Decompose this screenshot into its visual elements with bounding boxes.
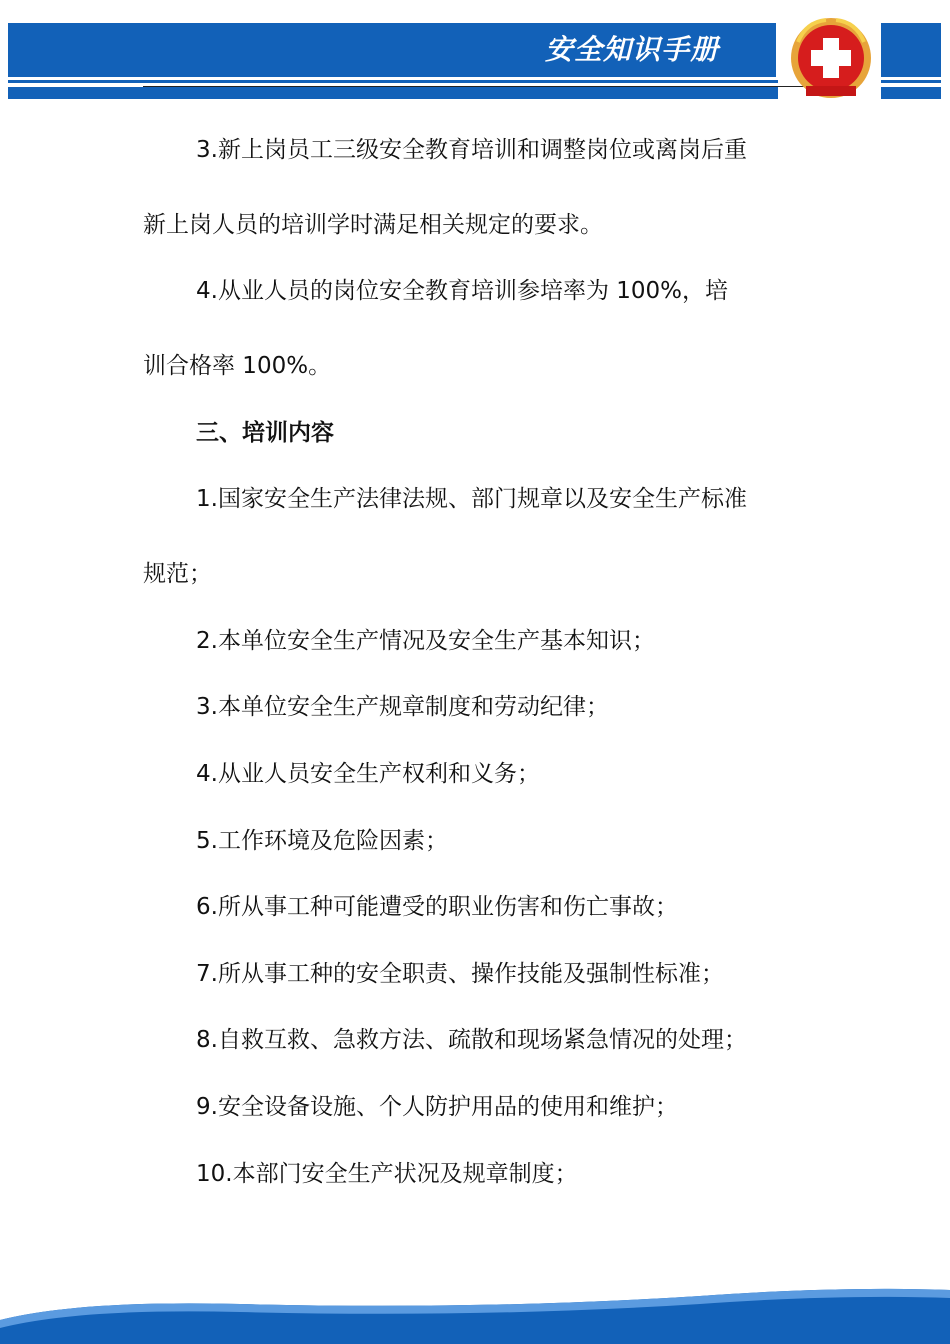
header-rule-thick bbox=[8, 87, 778, 99]
paragraph-line: 3.新上岗员工三级安全教育培训和调整岗位或离岗后重 bbox=[196, 137, 747, 163]
list-item: 1.国家安全生产法律法规、部门规章以及安全生产标准 bbox=[196, 486, 747, 512]
list-item: 5.工作环境及危险因素； bbox=[196, 828, 448, 854]
list-item-continuation: 规范； bbox=[143, 561, 212, 587]
list-item: 6.所从事工种可能遭受的职业伤害和伤亡事故； bbox=[196, 894, 678, 920]
list-item: 9.安全设备设施、个人防护用品的使用和维护； bbox=[196, 1094, 678, 1120]
list-item: 8.自救互救、急救方法、疏散和现场紧急情况的处理； bbox=[196, 1027, 747, 1053]
list-item: 7.所从事工种的安全职责、操作技能及强制性标准； bbox=[196, 961, 724, 987]
safety-cross-emblem-icon bbox=[786, 12, 876, 104]
list-item: 2.本单位安全生产情况及安全生产基本知识； bbox=[196, 628, 655, 654]
footer-wave bbox=[0, 1270, 950, 1344]
header-rule bbox=[8, 80, 778, 83]
header-title: 安全知识手册 bbox=[545, 33, 720, 66]
header-divider bbox=[143, 86, 813, 87]
section-heading: 三、培训内容 bbox=[196, 420, 334, 446]
header-rule-thick-right bbox=[881, 87, 941, 99]
header-bar-right bbox=[881, 23, 941, 77]
paragraph-line: 4.从业人员的岗位安全教育培训参培率为 100%，培 bbox=[196, 278, 729, 304]
list-item: 4.从业人员安全生产权利和义务； bbox=[196, 761, 540, 787]
paragraph-line: 新上岗人员的培训学时满足相关规定的要求。 bbox=[143, 212, 603, 238]
list-item: 10.本部门安全生产状况及规章制度； bbox=[196, 1161, 578, 1187]
paragraph-line: 训合格率 100%。 bbox=[143, 353, 332, 379]
header-rule-right bbox=[881, 80, 941, 83]
list-item: 3.本单位安全生产规章制度和劳动纪律； bbox=[196, 694, 609, 720]
